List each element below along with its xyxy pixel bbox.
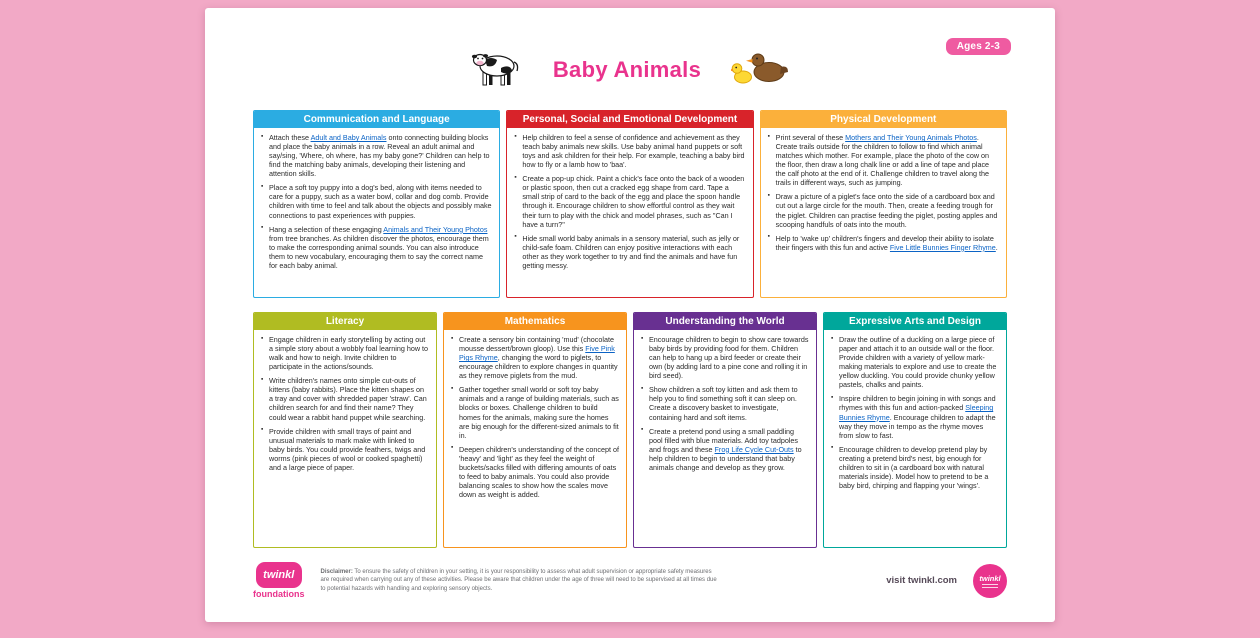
section-title: Communication and Language	[254, 111, 499, 128]
text-segment: Help children to feel a sense of confidence and achievement as they teach baby animals new skills. Use baby animal hand puppets or soft toys and ask children for their help. For example, teaching a baby bird how to fly or a lamb how to 'baa'.	[522, 133, 745, 170]
activity-item	[459, 385, 619, 439]
resource-link[interactable]: Mothers and Their Young Animals Photos	[845, 133, 977, 142]
text-segment: Create a sensory bin containing 'mud' (chocolate mousse dessert/brown gloop). Use this	[459, 335, 614, 354]
activity-item	[776, 133, 999, 187]
quality-badge-line	[982, 587, 998, 588]
page-title: Baby Animals	[552, 57, 702, 82]
resource-link[interactable]: Adult and Baby Animals	[310, 133, 387, 142]
activity-item	[522, 133, 745, 169]
resource-link[interactable]: Five Little Bunnies Finger Rhyme	[889, 242, 996, 252]
quality-badge-label: twinkl	[979, 573, 1001, 583]
text-segment: . Create trails outside for the children to follow to find which animal matches which mother. For example, place the photo of the cow on the floor, then draw a long chalk line or add a line of tape and place the calf photo at the end of it. Challenge children to travel along the trails in different ways, such as jumping.	[775, 133, 990, 188]
activity-item	[269, 225, 492, 270]
text-segment: Encourage children to develop pretend play by creating a pretend bird's nest, big enough for children to sit in (a cardboard box with natural materials inside). Model how to pretend to be a baby bird, chirping and flapping your 'wings'.	[839, 444, 989, 490]
activity-item	[269, 376, 429, 421]
activity-item	[269, 133, 492, 178]
visit-twinkl-link[interactable]: visit twinkl.com	[886, 575, 957, 586]
disclaimer-body: To ensure the safety of children in your setting, it is your responsibility to assess what adult supervision or appropriate safety measures are required when carrying out any of these activities. Please be aware that children under the age of three will need to be supervised at all times due to potential hazards with handling and exploring sensory objects.	[320, 568, 717, 592]
text-segment: Encourage children to begin to show care towards baby birds by providing food for them. Children can help to hang up a bird feeder or create their own (by adding lard to a pine cone and rolling it in bird seed).	[649, 335, 809, 381]
text-segment: , changing the word to piglets, to encourage children to explore changes in quantity as they remove piglets from the mud.	[459, 353, 618, 381]
text-segment: . Encourage children to adapt the way they move in tempo as the rhyme moves from slow to fast.	[839, 412, 996, 440]
activity-item	[522, 234, 745, 270]
activity-item	[776, 192, 999, 228]
activity-item	[839, 445, 999, 490]
resource-link[interactable]: Frog Life Cycle Cut-Outs	[714, 444, 794, 454]
activity-item	[839, 394, 999, 439]
text-segment: Create a pop-up chick. Paint a chick's face onto the back of a wooden or plastic spoon, then cut a cracked egg shape from card. Tape a small strip of card to the back of the egg and place the spoon handle through it. Encourage children to show effortful control as they wait their turn to play with the chick and model phrases, such as "Can I have a turn?"	[522, 174, 745, 229]
activity-item	[839, 335, 999, 389]
section-expressive-arts-and-design	[823, 312, 1007, 548]
activity-list	[824, 330, 1006, 499]
twinkl-foundations-logo	[253, 562, 305, 599]
section-title: Physical Development	[761, 111, 1006, 128]
section-title: Mathematics	[444, 313, 626, 330]
activity-list	[254, 330, 436, 481]
section-communication-and-language	[253, 110, 500, 298]
section-physical-development	[760, 110, 1007, 298]
section-understanding-the-world	[633, 312, 817, 548]
text-segment: Provide children with small trays of paint and unusual materials to mark make with linked to baby birds. You could provide feathers, twigs and worms (pink pieces of wool or cooked spaghetti) and a large piece of paper.	[269, 426, 426, 472]
activity-item	[649, 427, 809, 472]
text-segment: Write children's names onto simple cut-outs of kittens (baby rabbits). Place the kitten shapes on a tray and cover with shredded paper 'straw'. Can children search for and find their name? They could wear a rabbit hand puppet while searching.	[269, 376, 427, 422]
resource-link[interactable]: Animals and Their Young Photos	[383, 224, 488, 234]
quality-badge-line	[982, 584, 998, 585]
activity-list	[761, 128, 1006, 261]
document-header	[253, 8, 1007, 102]
text-segment: Place a soft toy puppy into a dog's bed, along with items needed to care for a puppy, such as a water bowl, collar and dog comb. Provide children with time to feel and talk about the objects and possibly make connections to past experiences with puppies.	[269, 183, 492, 220]
sections-container	[253, 110, 1007, 548]
text-segment: Deepen children's understanding of the concept of 'heavy' and 'light' as they feel the weight of buckets/sacks filled with differing amounts of oats to feed to baby animals. You could also provide balancing scales to show how the scales move down as weight is added.	[459, 444, 620, 499]
text-segment: onto connecting building blocks and place the baby animals in a row. Reveal an adult animal and say/sing, 'Where, oh where, has my baby gone?' Children can help to find the matching baby animals, developing their listening and attention skills.	[269, 133, 490, 179]
text-segment: to help children to begin to understand that baby animals change and develop as they grow.	[649, 444, 802, 472]
activity-item	[459, 335, 619, 380]
text-segment: Engage children in early storytelling by acting out a simple story about a wobbly foal learning how to walk and how to neigh. Invite children to participate in the actions/sounds.	[269, 335, 429, 372]
activity-list	[507, 128, 752, 279]
text-segment: Create a pretend pond using a small paddling pool filled with blue materials. Add toy tadpoles and frogs and these	[649, 426, 799, 454]
calf-illustration	[471, 48, 523, 93]
activity-item	[269, 183, 492, 219]
disclaimer-text	[321, 568, 721, 593]
section-title: Personal, Social and Emotional Development	[507, 111, 752, 128]
activity-item	[269, 335, 429, 371]
activity-list	[254, 128, 499, 279]
activity-item	[649, 385, 809, 421]
document-footer	[253, 562, 1007, 599]
activity-item	[776, 234, 999, 252]
text-segment: Print several of these	[775, 133, 846, 142]
resource-link[interactable]: Sleeping Bunnies Rhyme	[839, 403, 994, 422]
section-row-2	[253, 312, 1007, 548]
activity-item	[522, 174, 745, 228]
text-segment: .	[995, 242, 998, 252]
text-segment: Hang a selection of these engaging	[269, 224, 384, 234]
foundations-label: foundations	[253, 589, 305, 599]
ages-badge: Ages 2-3	[946, 38, 1011, 55]
twinkl-logo-mark: twinkl	[256, 562, 302, 588]
section-row-1	[253, 110, 1007, 298]
activity-item	[269, 427, 429, 472]
text-segment: Attach these	[269, 133, 311, 142]
text-segment: Hide small world baby animals in a sensory material, such as jelly or child-safe foam. Children can enjoy positive interactions with each other as they work together to try and find the animals and have fun getting messy.	[522, 233, 740, 270]
duckling-illustration	[731, 49, 789, 92]
resource-link[interactable]: Five Pink Pigs Rhyme	[459, 344, 615, 363]
document-page	[205, 8, 1055, 622]
twinkl-quality-badge	[973, 564, 1007, 598]
activity-list	[444, 330, 626, 508]
section-mathematics	[443, 312, 627, 548]
section-title: Literacy	[254, 313, 436, 330]
text-segment: Draw the outline of a duckling on a large piece of paper and attach it to an outside wall or the floor. Provide children with a variety of yellow mark-making materials to explore and use to create the yellow duckling. You could provide chunky yellow pastels, chalks and paints.	[839, 335, 997, 390]
text-segment: Draw a picture of a piglet's face onto the side of a cardboard box and cut out a large circle for the mouth. Then, create a feeding trough for the piglet. Children can practise feeding the piglet, posting apples and scooping handfuls of oats into the mouth.	[775, 192, 998, 229]
text-segment: Gather together small world or soft toy baby animals and a range of building materials, such as blocks or boxes. Challenge children to build homes for the animals, making sure the homes are big enough for the different-sized animals to fit in.	[459, 385, 619, 440]
activity-item	[459, 445, 619, 499]
disclaimer-label: Disclaimer:	[320, 568, 353, 575]
text-segment: from tree branches. As children discover the photos, encourage them to make the corresponding animal sounds. You can also introduce them to new vocabulary, encouraging them to say the correct name for each baby animal.	[269, 233, 489, 270]
activity-item	[649, 335, 809, 380]
text-segment: Inspire children to begin joining in with songs and rhymes with this fun and action-packed	[839, 394, 996, 413]
section-literacy	[253, 312, 437, 548]
text-segment: Show children a soft toy kitten and ask them to help you to find something soft it can sleep on. Create a discovery basket to investigate, containing hard and soft items.	[649, 385, 798, 422]
section-title: Expressive Arts and Design	[824, 313, 1006, 330]
activity-list	[634, 330, 816, 481]
text-segment: Help to 'wake up' children's fingers and develop their ability to isolate their fingers with this fun and active	[775, 233, 994, 252]
section-personal-social-and-emotional-development	[506, 110, 753, 298]
section-title: Understanding the World	[634, 313, 816, 330]
